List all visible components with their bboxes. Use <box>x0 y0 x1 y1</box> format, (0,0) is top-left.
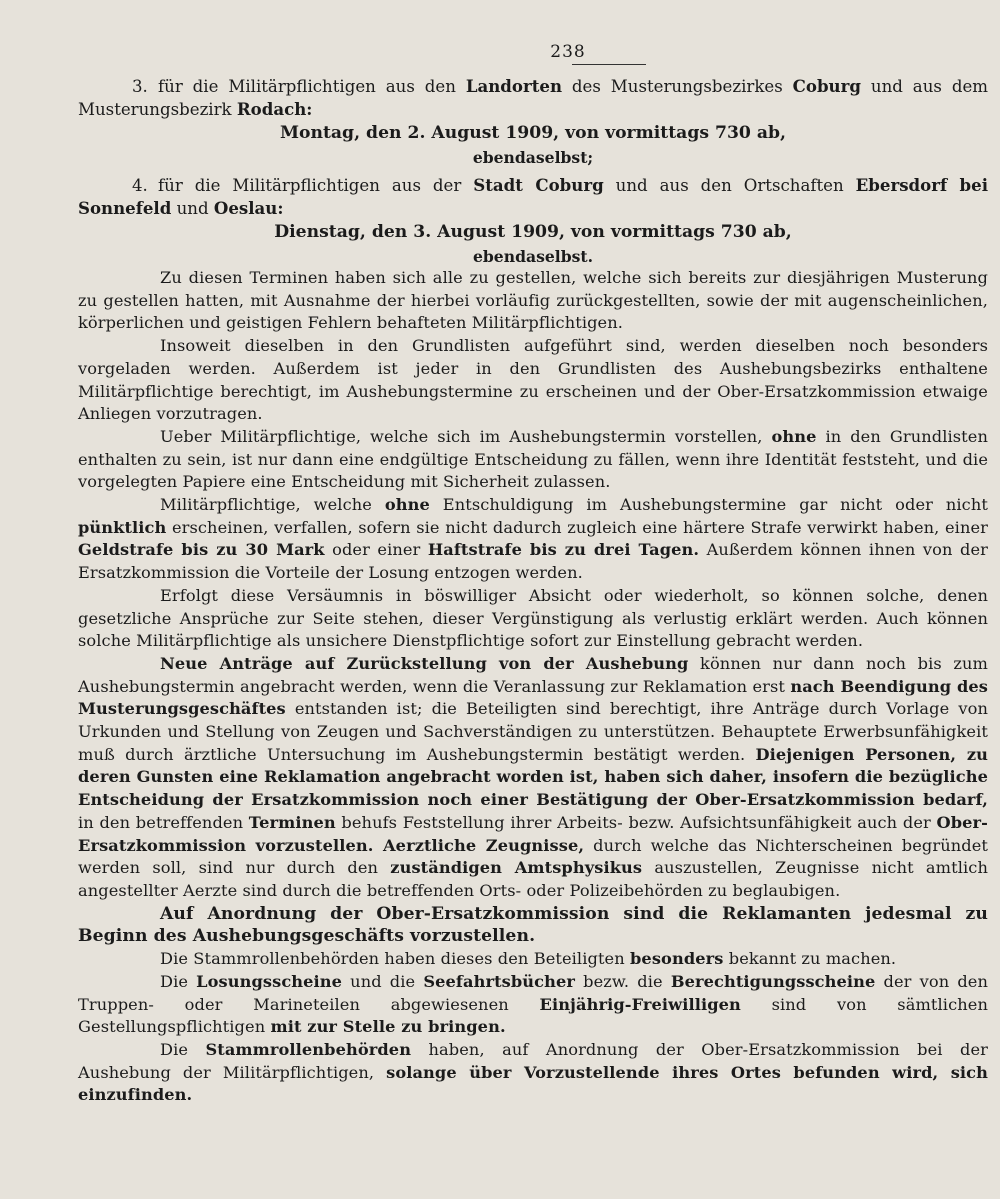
paragraph-10 <box>78 1039 988 1107</box>
bold-text: Coburg <box>792 76 861 96</box>
text: Die Stammrollenbehörden haben dieses den Beteiligten <box>160 949 631 969</box>
list-item-number: 3. <box>132 77 148 96</box>
bold-text: Ober-Ersatzkommission vorzustellen. Aerztliche Zeugnisse, <box>78 812 988 855</box>
bold-text: Oeslau: <box>213 198 284 218</box>
text: und aus den Ortschaften <box>603 176 856 195</box>
text: für die Militärpflichtigen aus den <box>158 77 466 96</box>
text: entstanden ist; die Beteiligten sind berechtigt, ihre Anträge durch Vorlage von Urkunden und Stellung von Zeugen und Sachverständigen zu unterstützen. Behauptete Erwerbsunfähigkeit muß durch ärztliche Untersuchung im Aushebungstermin bestätigt werden. <box>78 699 988 764</box>
bold-text: Stadt Coburg <box>473 175 604 195</box>
bold-text: Diejenigen Personen, zu deren Gunsten eine Reklamation angebracht worden ist, haben sich daher, insofern die bezügliche Entscheidung der Ersatzkommission noch einer Bestätigung der Ober-Ersatzkommission bedarf, <box>78 744 988 810</box>
text: Ueber Militärpflichtige, welche sich im Aushebungstermin vorstellen, <box>160 426 772 446</box>
paragraph-9 <box>78 971 988 1039</box>
bold-text: Ebersdorf bei Sonnefeld <box>78 175 989 218</box>
text: bezw. die <box>575 971 671 991</box>
text: für die Militärpflichtigen aus der <box>158 176 474 195</box>
paragraph-8 <box>78 948 988 971</box>
text: sind von sämtlichen Gestellungspflichtigen <box>78 994 988 1037</box>
bold-text: Landorten <box>465 76 563 96</box>
page-number-rule <box>572 64 646 65</box>
paragraph-4 <box>78 494 988 585</box>
place-line-item-3: ebendaselbst; <box>472 148 594 167</box>
bold-text: solange über Vorzustellende ihres Ortes befunden wird, sich einzufinden. <box>78 1062 988 1105</box>
text: der von den Truppen- oder Marineteilen abgewiesenen <box>78 971 989 1014</box>
bold-text: Geldstrafe bis zu 30 Mark <box>78 540 325 560</box>
text: Außerdem können ihnen von der Ersatzkommission die Vorteile der Losung entzogen werden. <box>78 540 988 583</box>
bold-text: Rodach: <box>236 99 313 119</box>
bold-text: Stammrollenbehörden <box>205 1039 412 1059</box>
place-line-item-4: ebendaselbst. <box>472 247 594 266</box>
bold-text: Einjährig-Freiwilligen <box>539 994 741 1014</box>
bold-text: ohne <box>771 426 817 446</box>
paragraph-5: Erfolgt diese Versäumnis in böswilliger Absicht oder wiederholt, so können solche, denen gesetzliche Ansprüche zur Seite stehen, dieser Vergünstigung als verlustig erklärt werden. Auch können solche Militärpflichtige als unsichere Dienstpflichtige sofort zur Einstellung gebracht werden. <box>78 585 988 651</box>
paragraph-3 <box>78 426 988 494</box>
bold-text: zuständigen Amtsphysikus <box>390 858 643 878</box>
text: und die <box>342 971 424 991</box>
text: und aus dem Musterungsbezirk <box>78 77 988 119</box>
bold-text: Berechtigungsscheine <box>670 971 876 991</box>
text: auszustellen, Zeugnisse nicht amtlich angestellter Aerzte sind durch die betreffenden Orts- oder Polizeibehörden zu beglaubigen. <box>78 858 988 900</box>
bold-text: Neue Anträge auf Zurückstellung von der Aushebung <box>160 653 689 673</box>
date-line-item-4: Dienstag, den 3. August 1909, von vormittags 730 ab, <box>274 222 792 242</box>
bold-text: Losungsscheine <box>196 971 343 991</box>
text: Die <box>160 971 197 991</box>
text: des Musterungsbezirkes <box>562 77 793 96</box>
bold-text: pünktlich <box>78 517 167 537</box>
paragraph-7-emphasis: Auf Anordnung der Ober-Ersatzkommission sind die Reklamanten jedesmal zu Beginn des Aushebungsgeschäfts vorzustellen. <box>78 903 988 947</box>
text: erscheinen, verfallen, sofern sie nicht dadurch zugleich eine härtere Strafe verwirkt haben, einer <box>166 517 988 537</box>
bold-text: Haftstrafe bis zu drei Tagen. <box>427 540 700 560</box>
text: und <box>171 199 214 218</box>
bold-text: Terminen <box>248 812 336 832</box>
date-line-item-3: Montag, den 2. August 1909, von vormittags 730 ab, <box>280 123 786 143</box>
bold-text: nach Beendigung des Musterungsgeschäftes <box>78 676 988 719</box>
text: behufs Feststellung ihrer Arbeits- bezw. Aufsichtsunfähigkeit auch der <box>335 812 937 832</box>
text: durch welche das Nichterscheinen begründet werden soll, sind nur durch den <box>78 835 989 878</box>
bold-text: Seefahrtsbücher <box>423 971 576 991</box>
text: Militärpflichtige, welche <box>160 495 385 515</box>
paragraph-2: Insoweit dieselben in den Grundlisten aufgeführt sind, werden dieselben noch besonders vorgeladen werden. Außerdem ist jeder in den Grundlisten des Aushebungsbezirks enthaltene Militärpflichtige berechtigt, im Aushebungstermine zu erscheinen und der Ober-Ersatzkommission etwaige Anliegen vorzutragen. <box>78 336 988 424</box>
text: in den betreffenden <box>78 812 249 832</box>
list-item-3 <box>78 75 988 121</box>
text: in den Grundlisten enthalten zu sein, ist nur dann eine endgültige Entscheidung zu fällen, wenn ihre Identität feststeht, und die vorgelegten Papiere eine Entscheidung mit Sicherheit zulassen. <box>78 426 988 492</box>
paragraph-1: Zu diesen Terminen haben sich alle zu gestellen, welche sich bereits zur diesjährigen Musterung zu gestellen hatten, mit Ausnahme der hierbei vorläufig zurückgestellten, sowie der mit augenscheinlichen, körperlichen und geistigen Fehlern behafteten Militärpflichtigen. <box>78 268 988 333</box>
text: bekannt zu machen. <box>723 949 897 969</box>
list-item-4 <box>78 174 988 220</box>
text: haben, auf Anordnung der Ober-Ersatzkommission bei der Aushebung der Militärpflichtigen, <box>78 1039 988 1082</box>
text: Die <box>160 1039 206 1059</box>
bold-text: besonders <box>630 949 724 969</box>
bold-text: mit zur Stelle zu bringen. <box>270 1017 506 1037</box>
paragraph-6 <box>78 653 988 903</box>
text: oder einer <box>324 540 428 560</box>
list-item-number: 4. <box>132 176 148 195</box>
text: Entschuldigung im Aushebungstermine gar nicht oder nicht <box>429 495 988 515</box>
bold-text: ohne <box>384 495 430 515</box>
page-number: 238 <box>550 42 586 62</box>
text: können nur dann noch bis zum Aushebungstermin angebracht werden, wenn die Veranlassung zur Reklamation erst <box>78 653 989 696</box>
